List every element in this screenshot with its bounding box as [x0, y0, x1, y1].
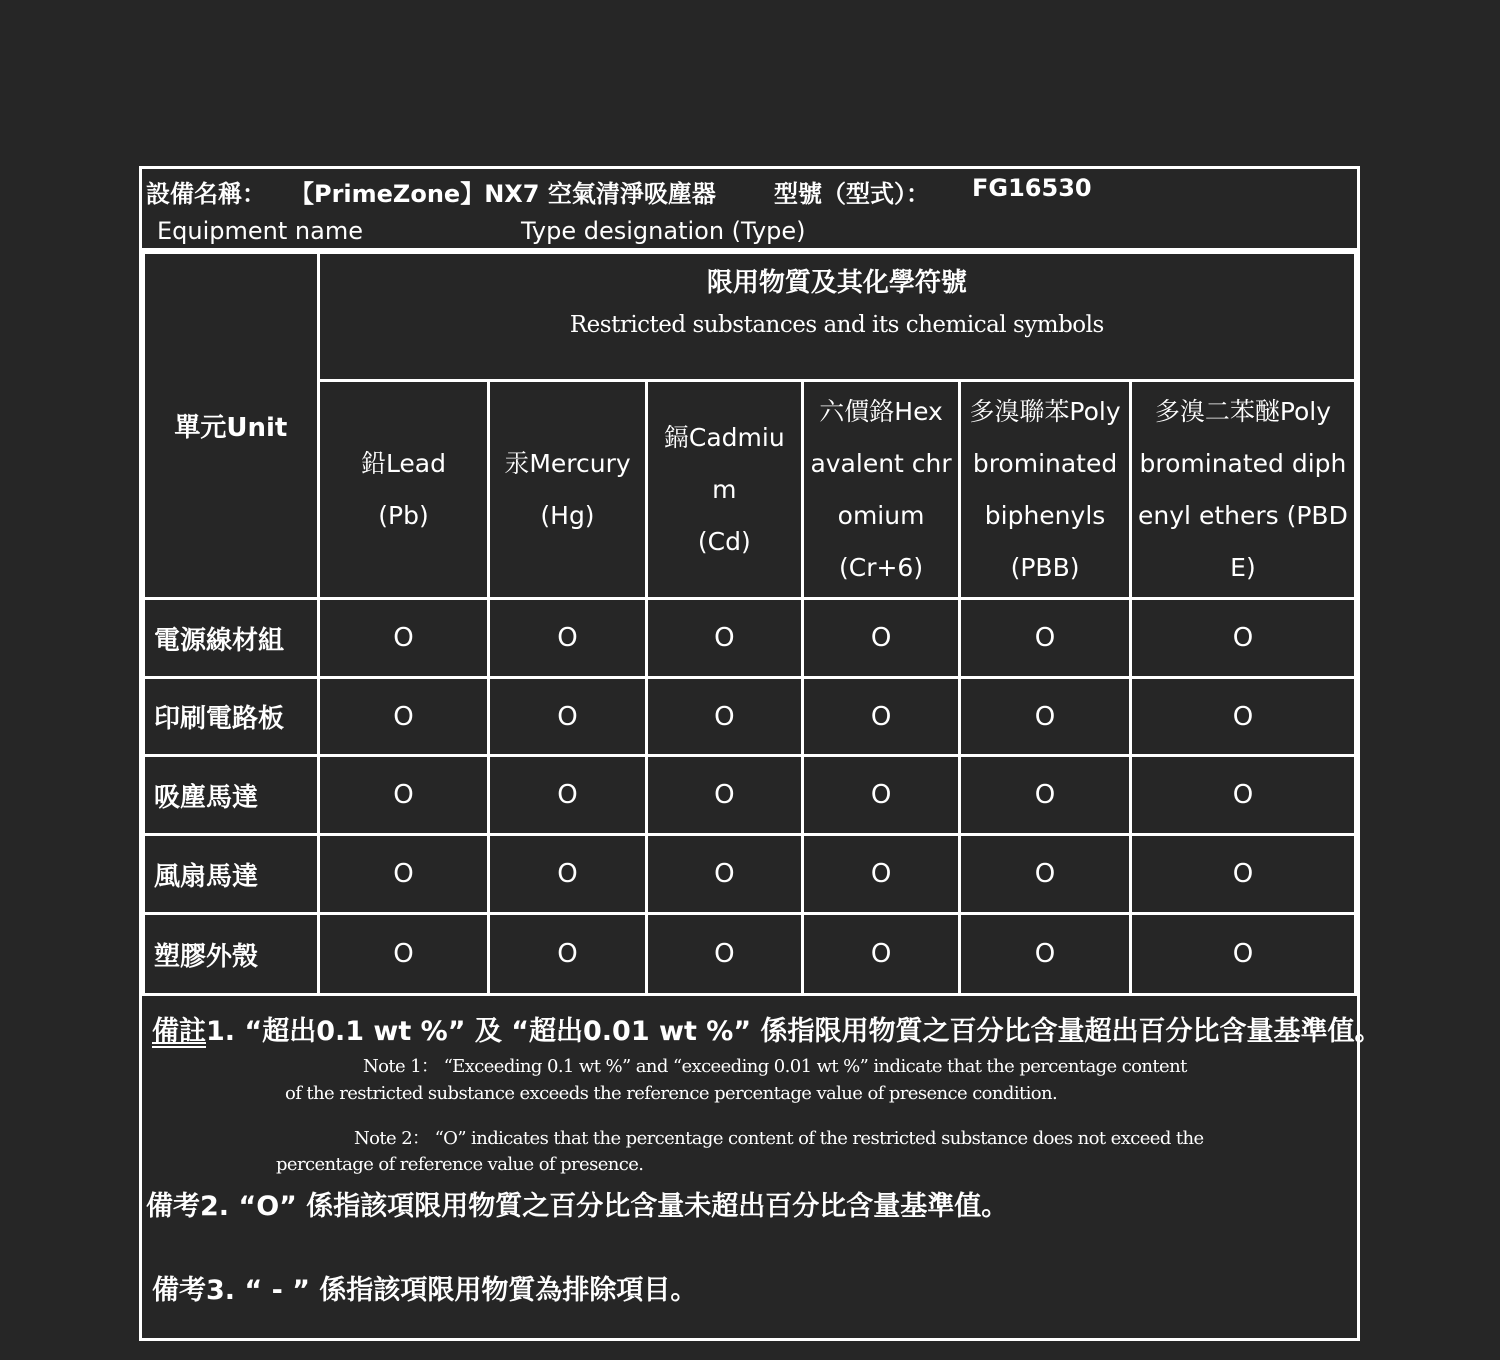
component-label: 吸塵馬達 — [144, 756, 319, 835]
chromium-name-part3: omium — [837, 500, 925, 530]
mercury-name: 汞Mercury — [504, 448, 631, 478]
component-label: 電源線材組 — [144, 599, 319, 678]
note-2-en-line-1: Note 2： “O” indicates that the percentage content of the restricted substance does not exceed the — [354, 1128, 1204, 1149]
pbb-name-part3: biphenyls — [984, 500, 1106, 530]
pbb-symbol: (PBB) — [1010, 552, 1080, 582]
substance-column-chromium — [802, 381, 959, 599]
type-designation-value: FG16530 — [972, 174, 1092, 202]
lead-symbol: (Pb) — [378, 500, 429, 530]
pbb-name-part2: brominated — [972, 448, 1118, 478]
notes-section — [142, 991, 1382, 1341]
substances-title-zh: 限用物質及其化學符號 — [706, 268, 967, 298]
presence-symbol: O — [489, 678, 646, 756]
unit-header-label: 單元Unit — [174, 413, 288, 443]
presence-symbol: O — [1130, 914, 1355, 995]
table-row — [144, 835, 1356, 914]
table-row — [144, 756, 1356, 835]
substances-title-en: Restricted substances and its chemical symbols — [569, 312, 1104, 338]
note-2-zh: 備考2. “O” 係指該項限用物質之百分比含量未超出百分比含量基準值。 — [146, 1191, 1009, 1222]
chromium-name-part2: avalent chr — [810, 448, 952, 478]
presence-symbol: O — [318, 835, 489, 914]
presence-symbol: O — [1130, 599, 1355, 678]
type-designation-label-zh: 型號（型式）： — [774, 180, 930, 208]
rohs-declaration-sheet — [139, 166, 1382, 1341]
note-1-prefix: 備註 — [152, 1016, 206, 1047]
type-designation-label-en: Type designation (Type) — [521, 217, 806, 245]
presence-symbol: O — [1130, 678, 1355, 756]
equipment-name-label-en: Equipment name — [157, 217, 363, 245]
presence-symbol: O — [646, 756, 802, 835]
presence-symbol: O — [802, 914, 959, 995]
presence-symbol: O — [489, 835, 646, 914]
substance-column-cadmium — [646, 381, 802, 599]
presence-symbol: O — [489, 599, 646, 678]
presence-symbol: O — [802, 599, 959, 678]
presence-symbol: O — [489, 914, 646, 995]
substance-column-lead — [318, 381, 489, 599]
cadmium-symbol: (Cd) — [697, 526, 751, 556]
pbde-name-part3: enyl ethers (PBD — [1138, 500, 1348, 530]
presence-symbol: O — [960, 678, 1131, 756]
pbde-name-part2: brominated diph — [1139, 448, 1347, 478]
presence-symbol: O — [318, 914, 489, 995]
table-row — [144, 599, 1356, 678]
presence-symbol: O — [802, 678, 959, 756]
equipment-name-value: 【PrimeZone】NX7 空氣清淨吸塵器 — [290, 180, 716, 208]
presence-symbol: O — [646, 914, 802, 995]
pbde-symbol: E) — [1230, 552, 1256, 582]
substance-column-pbb — [960, 381, 1131, 599]
presence-symbol: O — [489, 756, 646, 835]
presence-symbol: O — [1130, 835, 1355, 914]
component-label: 塑膠外殼 — [144, 914, 319, 995]
presence-symbol: O — [802, 835, 959, 914]
pbde-name-part1: 多溴二苯醚Poly — [1154, 396, 1332, 426]
equipment-header — [142, 169, 1357, 251]
presence-symbol: O — [1130, 756, 1355, 835]
cadmium-name-part1: 鎘Cadmiu — [663, 422, 785, 452]
table-row — [144, 914, 1356, 995]
presence-symbol: O — [802, 756, 959, 835]
note-2-en-line-2: percentage of reference value of presence. — [276, 1154, 644, 1175]
note-1-zh — [152, 1009, 1381, 1048]
chromium-symbol: (Cr+6) — [839, 552, 924, 582]
lead-name: 鉛Lead — [360, 448, 446, 478]
substance-column-mercury — [489, 381, 646, 599]
note-1-text: 1. “超出0.1 wt %” 及 “超出0.01 wt %” 係指限用物質之百分比含量超出百分比含量基準值。 — [206, 1016, 1382, 1047]
note-3-zh: 備考3. “ - ” 係指該項限用物質為排除項目。 — [152, 1275, 698, 1306]
table-row — [144, 678, 1356, 756]
presence-symbol: O — [318, 756, 489, 835]
component-label: 風扇馬達 — [144, 835, 319, 914]
component-label: 印刷電路板 — [144, 678, 319, 756]
presence-symbol: O — [646, 678, 802, 756]
cadmium-name-part2: m — [712, 474, 737, 504]
presence-symbol: O — [646, 599, 802, 678]
chromium-name-part1: 六價鉻Hex — [819, 396, 943, 426]
presence-symbol: O — [960, 599, 1131, 678]
note-1-en-line-1: Note 1： “Exceeding 0.1 wt %” and “exceeding 0.01 wt %” indicate that the percentage content — [363, 1056, 1187, 1077]
equipment-name-label-zh: 設備名稱： — [146, 180, 266, 208]
presence-symbol: O — [960, 914, 1131, 995]
presence-symbol: O — [960, 756, 1131, 835]
presence-symbol: O — [318, 678, 489, 756]
substance-column-pbde — [1130, 381, 1355, 599]
restricted-substances-table — [142, 251, 1357, 996]
substances-title-cell — [318, 253, 1355, 381]
presence-symbol: O — [960, 835, 1131, 914]
pbb-name-part1: 多溴聯苯Poly — [969, 396, 1121, 426]
presence-symbol: O — [318, 599, 489, 678]
presence-symbol: O — [646, 835, 802, 914]
unit-header-cell — [144, 253, 319, 599]
mercury-symbol: (Hg) — [540, 500, 595, 530]
note-1-en-line-2: of the restricted substance exceeds the reference percentage value of presence condition. — [285, 1083, 1058, 1104]
